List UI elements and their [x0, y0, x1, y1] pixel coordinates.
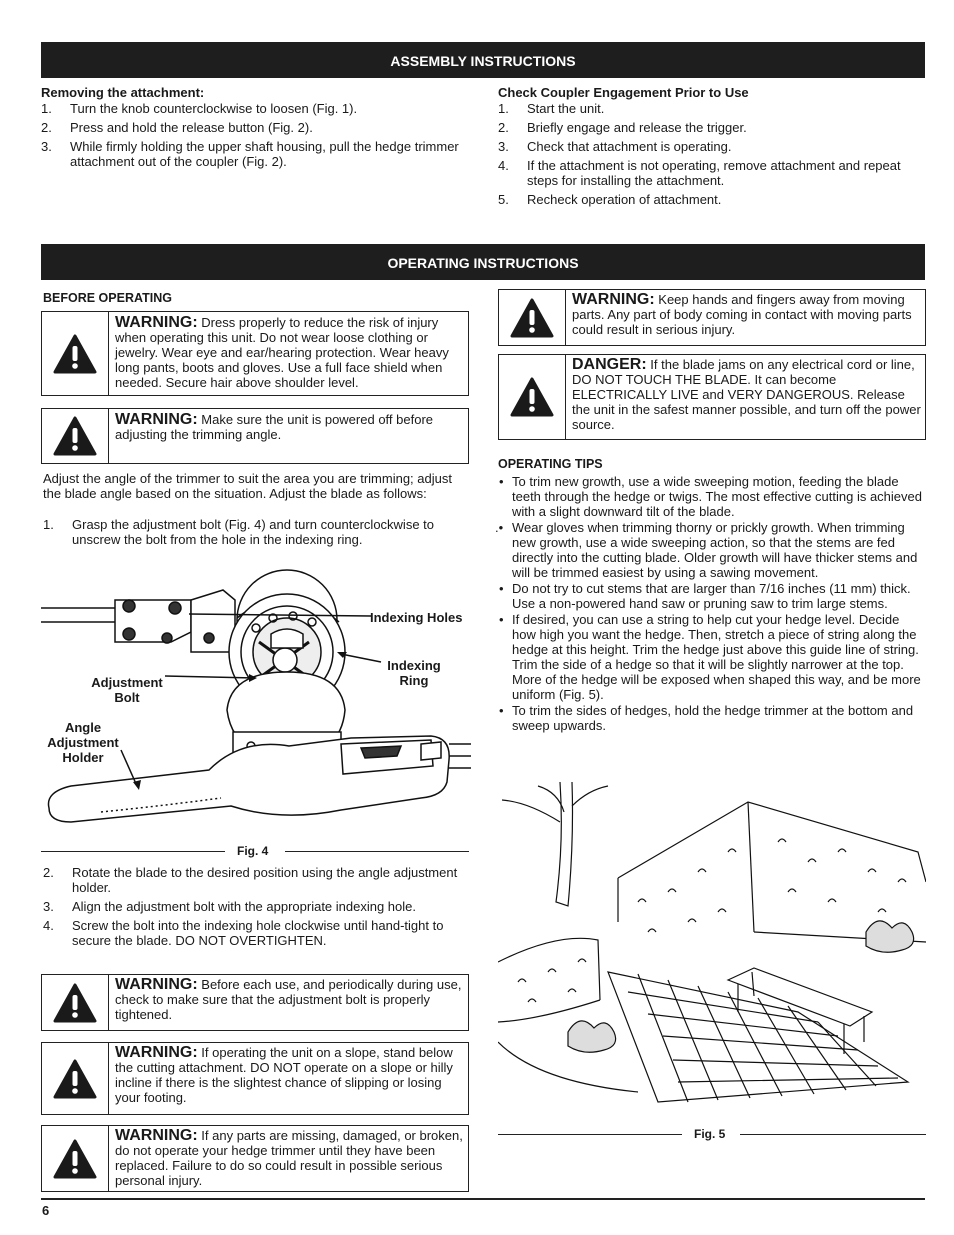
warning-label: WARNING: — [115, 1127, 198, 1144]
warning-label: WARNING: — [572, 291, 655, 308]
list-item: • To trim the sides of hedges, hold the hedge trimmer at the bottom and sweep upwards. — [499, 703, 914, 733]
warning-box — [41, 974, 469, 1031]
fig5-caption: Fig. 5 — [694, 1127, 726, 1141]
warning-label: WARNING: — [115, 314, 198, 331]
label-indexing-ring: Indexing Ring — [387, 658, 441, 688]
warning-triangle-icon — [499, 355, 566, 439]
list-item: • If desired, you can use a string to help cut your hedge level. Decide how high you want the hedge. Then, stretch a piece of string along the hedge at this height. Trim the hedge just above this guide line of string. Trim the side of a hedge so that it will be slightly narrower at the top. More of the hedge will be exposed when shaped this way, and be more uniform (Fig. 5). — [499, 612, 921, 702]
adjust-paragraph: Adjust the angle of the trimmer to suit the area you are trimming; adjust the blade angle based on the situation. Adjust the blade as follows: — [43, 471, 452, 501]
warning-label: WARNING: — [115, 976, 198, 993]
label-adjustment-bolt: Adjustment Bolt — [91, 675, 163, 705]
list-item: 1. Grasp the adjustment bolt (Fig. 4) and turn counterclockwise to unscrew the bolt from the hole in the indexing ring. — [43, 517, 435, 547]
warning-box — [41, 408, 469, 464]
list-item: 1. Start the unit. — [498, 101, 605, 116]
label-indexing-holes: Indexing Holes — [370, 610, 463, 625]
list-item: 4. If the attachment is not operating, remove attachment and repeat steps for installing the attachment. — [498, 158, 901, 188]
list-item: 2. Rotate the blade to the desired position using the angle adjustment holder. — [43, 865, 458, 895]
before-operating-heading: BEFORE OPERATING — [43, 291, 172, 305]
removing-steps — [41, 101, 461, 173]
warning-box — [498, 289, 926, 346]
fig4-caption: Fig. 4 — [237, 844, 269, 858]
list-item: • Do not try to cut stems that are larger than 7/16 inches (11 mm) thick. Use a non-powered hand saw or pruning saw to trim large stems. — [499, 581, 911, 611]
list-item: .• Wear gloves when trimming thorny or prickly growth. When trimming new growth, use a wide sweeping action, so that the stems are fed directly into the cutting blade. Older growth will have thicker stems and will be trimmed easiest by using a sawing movement. — [495, 520, 918, 580]
footer-rule — [41, 1198, 925, 1200]
fig4-rule-right — [285, 851, 469, 852]
check-heading: Check Coupler Engagement Prior to Use — [498, 85, 749, 100]
adjust-steps-first — [43, 517, 468, 551]
warning-label: WARNING: — [115, 411, 198, 428]
warning-label: WARNING: — [115, 1044, 198, 1061]
assembly-section-header: ASSEMBLY INSTRUCTIONS — [41, 42, 925, 78]
warning-text: If operating the unit on a slope, stand below the cutting attachment. DO NOT operate on a slope or hilly incline if there is the slightest chance of slipping or losing your footing. — [115, 1045, 453, 1105]
warning-text: Keep hands and fingers away from moving parts. Any part of body coming in contact with moving parts could result in serious injury. — [572, 292, 912, 337]
label-angle-adjustment-holder: Angle Adjustment Holder — [47, 720, 119, 765]
warning-text: If any parts are missing, damaged, or broken, do not operate your hedge trimmer until they have been replaced. Failure to do so could result in possible serious personal injury. — [115, 1128, 463, 1188]
fig5-rule-left — [498, 1134, 682, 1135]
list-item: 4. Screw the bolt into the indexing hole clockwise until hand-tight to secure the blade. DO NOT OVERTIGHTEN. — [43, 918, 444, 948]
adjust-steps-rest — [43, 865, 468, 952]
fig4-rule-left — [41, 851, 225, 852]
list-item: 3. Align the adjustment bolt with the appropriate indexing hole. — [43, 899, 416, 914]
operating-tips-heading: OPERATING TIPS — [498, 457, 603, 471]
warning-triangle-icon — [42, 1126, 109, 1191]
removing-heading: Removing the attachment: — [41, 85, 205, 100]
hedge-garden-illustration — [498, 782, 926, 1120]
warning-triangle-icon — [42, 312, 109, 395]
danger-text: If the blade jams on any electrical cord or line, DO NOT TOUCH THE BLADE. It can become ELECTRICALLY LIVE and VERY DANGEROUS. Release the unit in the safest manner possible, and turn off the power source. — [572, 357, 921, 432]
warning-box — [41, 1042, 469, 1115]
danger-box — [498, 354, 926, 440]
fig5-rule-right — [740, 1134, 926, 1135]
danger-label: DANGER: — [572, 356, 647, 373]
operating-tips-list — [495, 474, 924, 734]
warning-text: Before each use, and periodically during use, check to make sure that the adjustment bolt is properly tightened. — [115, 977, 462, 1022]
list-item: • To trim new growth, use a wide sweeping motion, feeding the blade teeth through the hedge or twigs. The most effective cutting is achieved with a slight downward tilt of the blade. — [499, 474, 922, 519]
warning-box — [41, 1125, 469, 1192]
check-steps — [498, 101, 903, 211]
list-item: 1. Turn the knob counterclockwise to loosen (Fig. 1). — [41, 101, 358, 116]
list-item: 2. Briefly engage and release the trigger. — [498, 120, 747, 135]
warning-text: Make sure the unit is powered off before adjusting the trimming angle. — [115, 412, 434, 442]
list-item: 3. Check that attachment is operating. — [498, 139, 732, 154]
warning-box — [41, 311, 469, 396]
operating-section-header: OPERATING INSTRUCTIONS — [41, 244, 925, 280]
warning-triangle-icon — [42, 1043, 109, 1114]
warning-triangle-icon — [42, 409, 109, 463]
page-number: 6 — [42, 1203, 50, 1218]
list-item: 5. Recheck operation of attachment. — [498, 192, 722, 207]
warning-triangle-icon — [42, 975, 109, 1030]
list-item: 2. Press and hold the release button (Fig. 2). — [41, 120, 313, 135]
list-item: 3. While firmly holding the upper shaft housing, pull the hedge trimmer attachment out of the coupler (Fig. 2). — [41, 139, 459, 169]
warning-triangle-icon — [499, 290, 566, 345]
warning-text: Dress properly to reduce the risk of injury when operating this unit. Do not wear loose clothing or jewelry. Wear eye and ear/hearing protection. Wear heavy long pants, boots and gloves. Use a full face shield when needed. Secure hair above shoulder level. — [115, 315, 449, 390]
